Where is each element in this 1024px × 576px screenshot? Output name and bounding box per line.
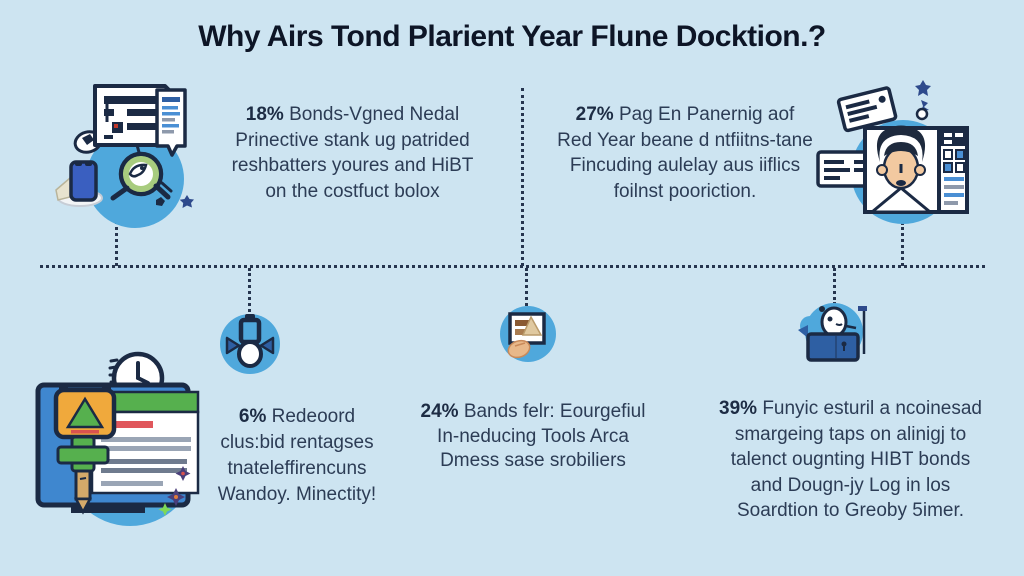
hand-book-icon (497, 305, 559, 367)
bottomright-text-block (698, 396, 1003, 524)
bottomcenter-text-block (398, 400, 668, 474)
connector-book-icon (525, 268, 528, 306)
text-line: Prinective stank ug patrided (235, 129, 470, 151)
text-line: Fincuding aulelay aus iiflics (569, 155, 801, 176)
text-line: 39% Funyic esturil a ncoinesad (719, 398, 982, 419)
text-line: talenct ougnting HIBT bonds (730, 449, 971, 470)
topleft-text-block (195, 102, 510, 204)
text-line: 24% Bands felr: Eourgefiul (420, 401, 646, 422)
text-line: and Dougn-jy Log in los (750, 474, 951, 496)
desk-cabinet-icon (796, 300, 874, 368)
percentage: 39% (719, 398, 758, 419)
text-line: clus:bid rentagses (220, 432, 374, 453)
text-line: smargeing taps on alinigj to (734, 423, 967, 445)
text-line: Dmess sase srobiliers (440, 450, 626, 471)
divider-horizontal (40, 265, 985, 268)
text-line: on the costfuct bolox (265, 180, 440, 202)
profile-card-building-icon (812, 52, 1012, 227)
divider-vertical-center (521, 88, 524, 266)
documents-magnifier-phone-icon (52, 62, 217, 237)
text-line: Red Year beane d ntfiitns-tane (557, 129, 813, 151)
percentage: 18% (245, 104, 284, 125)
percentage: 27% (575, 104, 614, 125)
text-line: foilnst pooriction. (613, 180, 757, 202)
text-line: 6% Redeoord (238, 406, 356, 427)
page-title: Why Airs Tond Plarient Year Flune Docktion.? (198, 20, 826, 53)
percentage: 24% (420, 401, 459, 422)
text-line: reshbatters youres and HiBT (231, 155, 474, 176)
text-line: Wandoy. Minectity! (217, 484, 377, 505)
percentage: 6% (238, 406, 267, 427)
connector-pin-icon (248, 268, 251, 312)
topright-text-block (535, 102, 835, 204)
text-line: tnateleffirencuns (227, 458, 367, 479)
text-line: In-neducing Tools Arca (437, 425, 629, 447)
target-pin-icon (217, 308, 283, 376)
bottomleft-text-block (182, 404, 412, 508)
text-line: 27% Pag En Panernig aof (575, 104, 795, 125)
text-line: 18% Bonds-Vgned Nedal (245, 104, 460, 125)
text-line: Soardtion to Greoby 5imer. (736, 500, 965, 521)
connector-topright (901, 222, 904, 266)
